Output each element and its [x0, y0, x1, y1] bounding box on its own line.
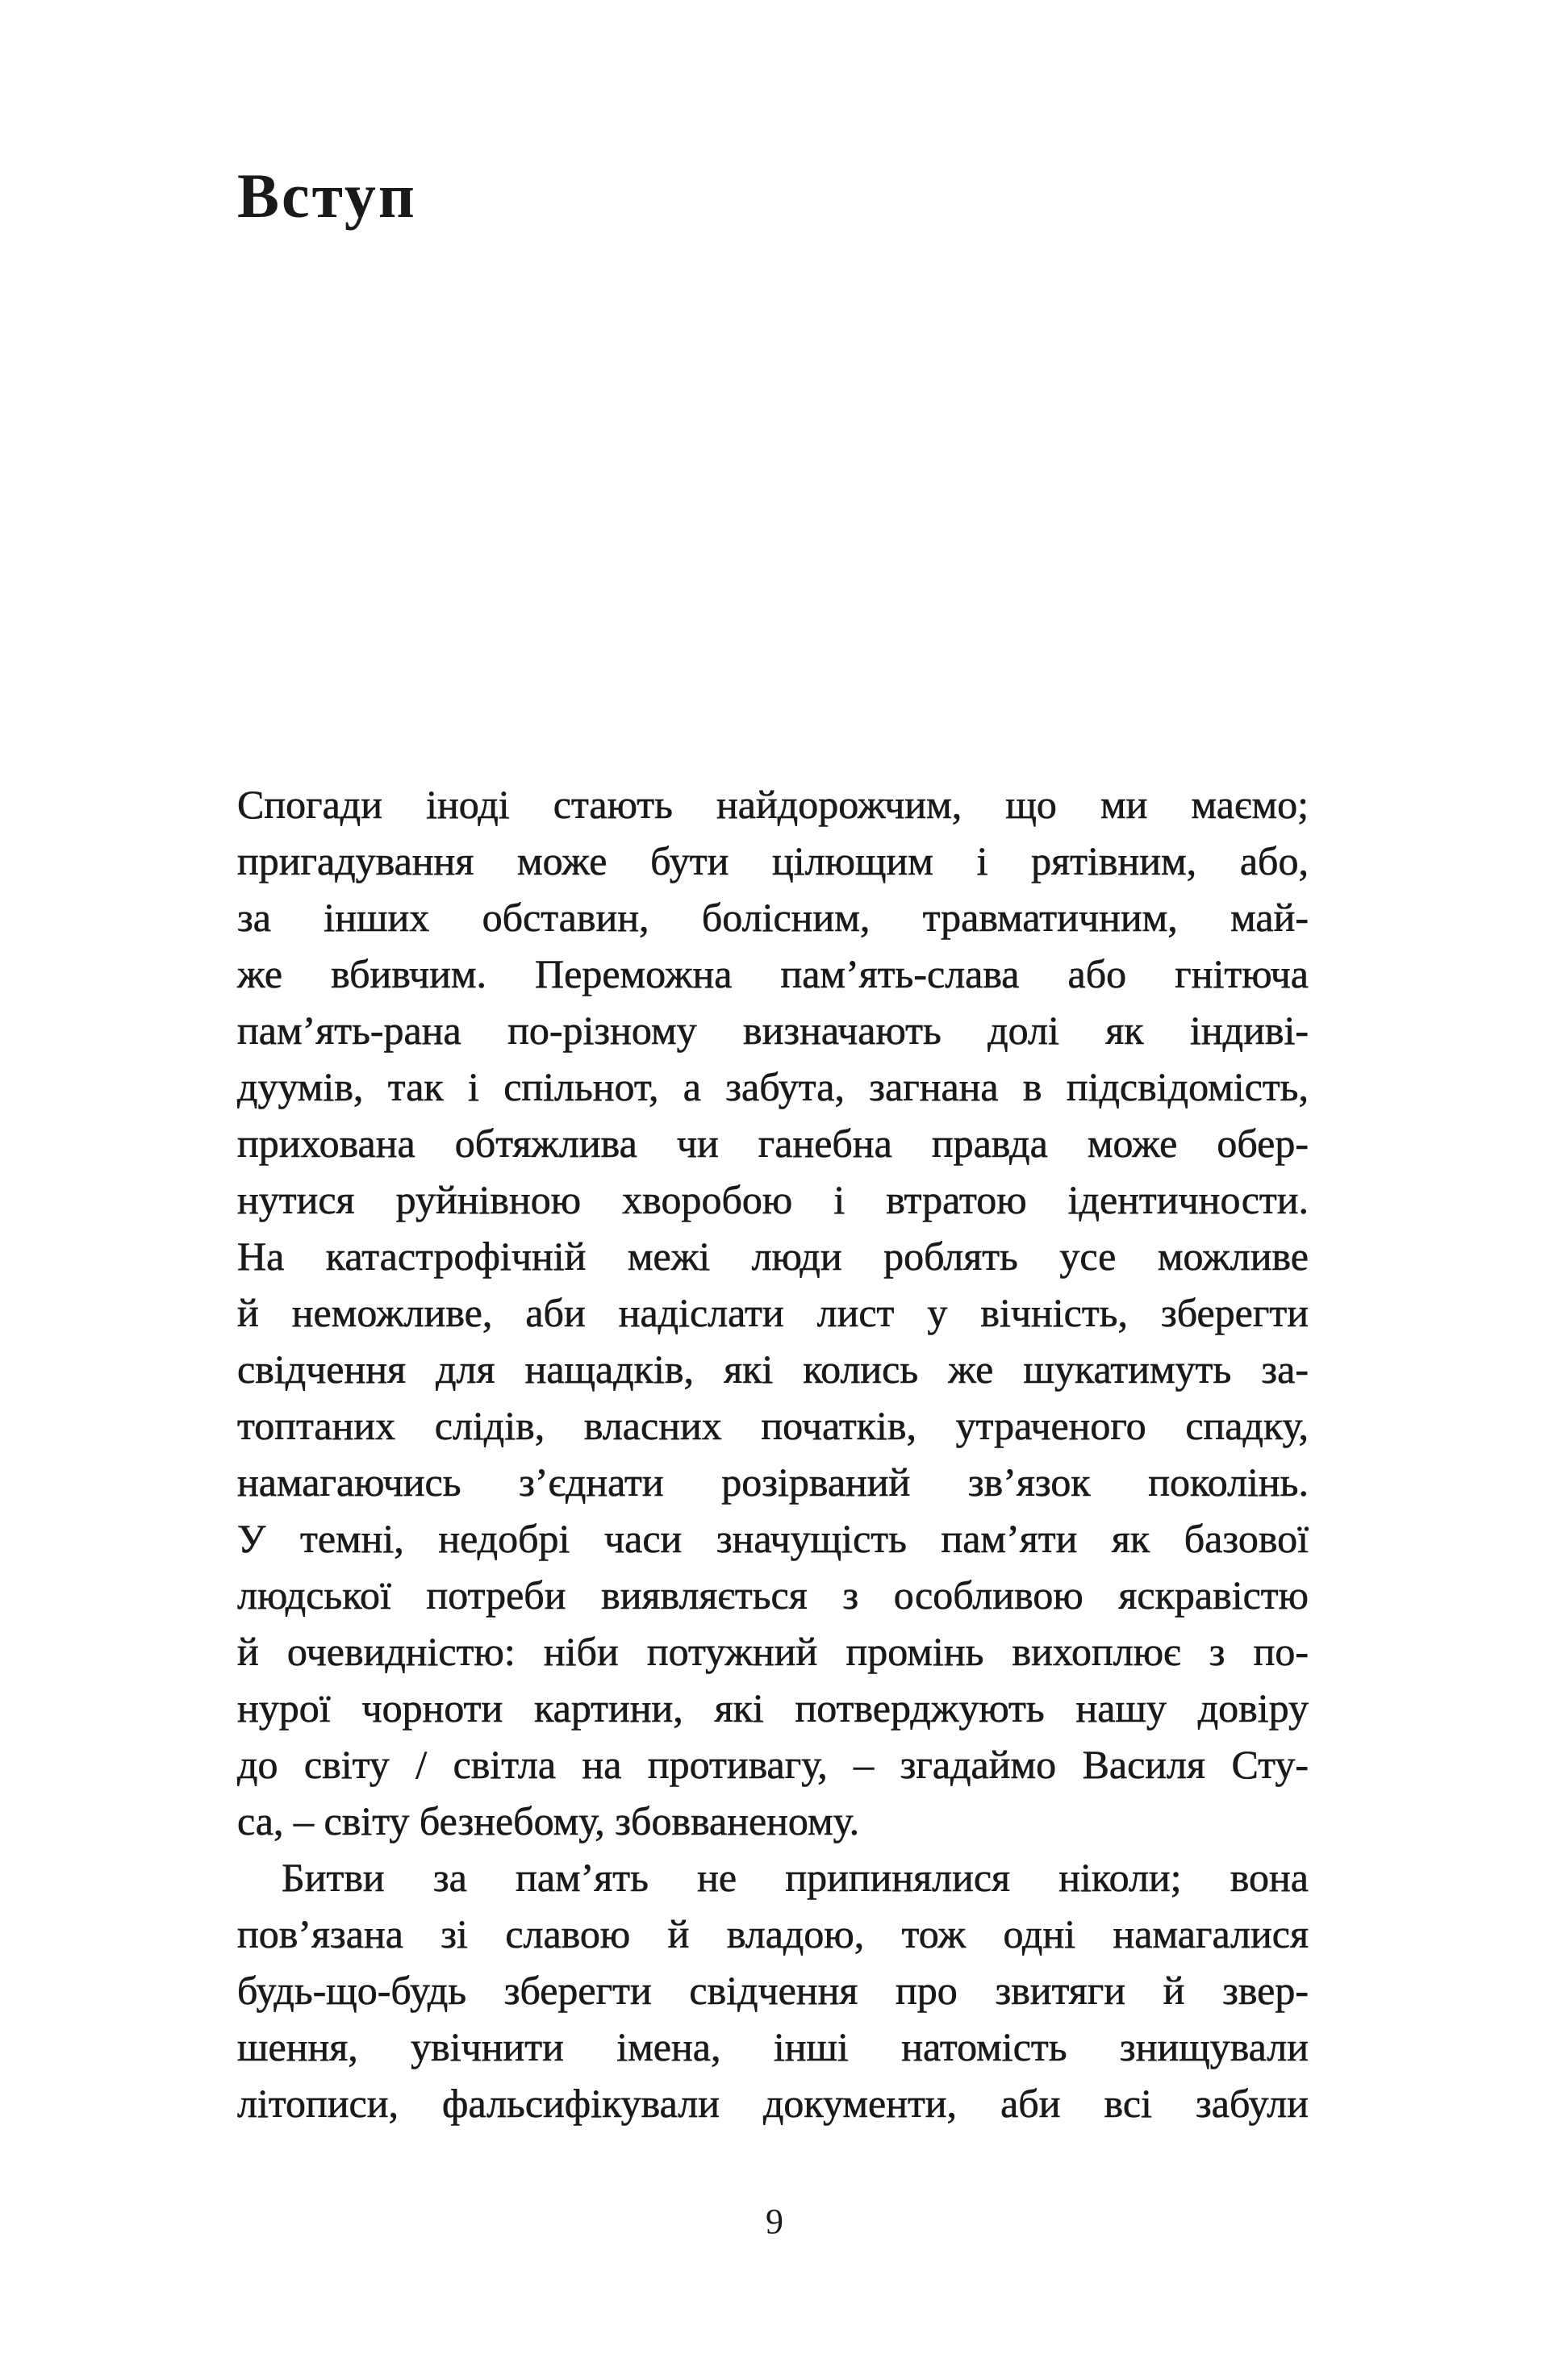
- chapter-title: Вступ: [237, 161, 417, 231]
- text-line: намагаючись з’єднати розірваний зв’язок поколінь.: [237, 1459, 1309, 1505]
- text-line: У темні, недобрі часи значущість пам’яти як базової: [237, 1516, 1309, 1561]
- text-line: й неможливе, аби надіслати лист у вічність, зберегти: [237, 1290, 1309, 1335]
- paragraph: [237, 1849, 1309, 2132]
- text-line: людської потреби виявляється з особливою яскравістю: [237, 1572, 1309, 1618]
- text-line: Спогади іноді стають найдорожчим, що ми маємо;: [237, 782, 1309, 827]
- text-line: за інших обставин, болісним, травматичним, май-: [237, 895, 1309, 940]
- body-text: [237, 776, 1309, 2132]
- text-line: до світу / світла на противагу, – згадаймо Василя Сту-: [237, 1742, 1309, 1787]
- text-line: шення, увічнити імена, інші натомість знищували: [237, 2024, 1309, 2069]
- paragraph: [237, 776, 1309, 1849]
- text-line: нурої чорноти картини, які потверджують нашу довіру: [237, 1685, 1309, 1731]
- text-line: топтаних слідів, власних початків, утраченого спадку,: [237, 1403, 1309, 1448]
- text-line: же вбивчим. Переможна пам’ять-слава або гнітюча: [237, 951, 1309, 996]
- text-line: дуумів, так і спільнот, а забута, загнана в підсвідомість,: [237, 1064, 1309, 1109]
- text-line: й очевидністю: ніби потужний промінь вихоплює з по-: [237, 1629, 1309, 1674]
- text-line: На катастрофічній межі люди роблять усе можливе: [237, 1234, 1309, 1279]
- text-line: прихована обтяжлива чи ганебна правда може обер-: [237, 1121, 1309, 1166]
- text-line: са, – світу безнебому, збовваненому.: [237, 1798, 860, 1843]
- text-line: Битви за пам’ять не припинялися ніколи; вона: [282, 1855, 1309, 1900]
- text-line: пригадування може бути цілющим і рятівним, або,: [237, 838, 1309, 883]
- text-line: пам’ять-рана по-різному визначають долі як індиві-: [237, 1008, 1309, 1053]
- text-line: свідчення для нащадків, які колись же шукатимуть за-: [237, 1347, 1309, 1392]
- text-line: літописи, фальсифікували документи, аби всі забули: [237, 2081, 1309, 2126]
- text-line: пов’язана зі славою й владою, тож одні намагалися: [237, 1911, 1309, 1956]
- text-line: будь-що-будь зберегти свідчення про звитяги й звер-: [237, 1968, 1309, 2013]
- page-number: 9: [766, 2202, 783, 2241]
- text-line: нутися руйнівною хворобою і втратою ідентичности.: [237, 1177, 1309, 1222]
